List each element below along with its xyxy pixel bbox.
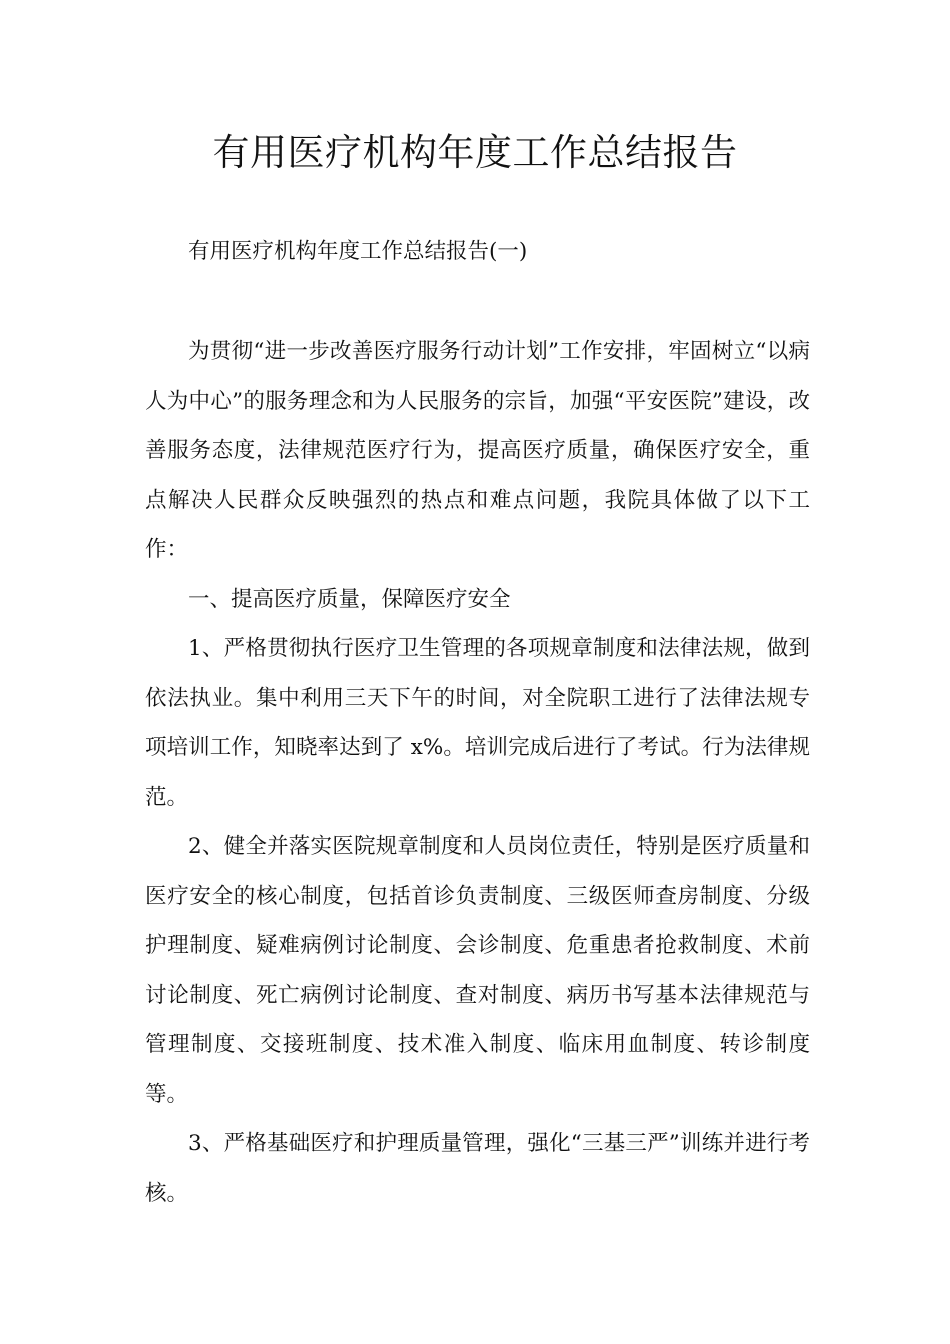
paragraph-item-1: 1、严格贯彻执行医疗卫生管理的各项规章制度和法律法规，做到依法执业。集中利用三天下午的时间，对全院职工进行了法律法规专项培训工作，知晓率达到了 x%。培训完成后进行了考试。行为法律规范。: [145, 636, 810, 810]
paragraph-item-3: 3、严格基础医疗和护理质量管理，强化“三基三严”训练并进行考核。: [145, 1131, 810, 1206]
document-title: 有用医疗机构年度工作总结报告: [212, 131, 738, 174]
document-subtitle: 有用医疗机构年度工作总结报告(一): [188, 239, 528, 264]
paragraph-item-2: 2、健全并落实医院规章制度和人员岗位责任，特别是医疗质量和医疗安全的核心制度，包括首诊负责制度、三级医师查房制度、分级护理制度、疑难病例讨论制度、会诊制度、危重患者抢救制度、术前讨论制度、死亡病例讨论制度、查对制度、病历书写基本法律规范与管理制度、交接班制度、技术准入制度、临床用血制度、转诊制度等。: [145, 834, 810, 1107]
section-heading-1: 一、提高医疗质量，保障医疗安全: [188, 586, 511, 612]
document-body: [145, 327, 810, 1218]
paragraph-intro: 为贯彻“进一步改善医疗服务行动计划”工作安排，牢固树立“以病人为中心”的服务理念和为人民服务的宗旨，加强“平安医院”建设，改善服务态度，法律规范医疗行为，提高医疗质量，确保医疗安全，重点解决人民群众反映强烈的热点和难点问题，我院具体做了以下工作：: [145, 339, 810, 562]
